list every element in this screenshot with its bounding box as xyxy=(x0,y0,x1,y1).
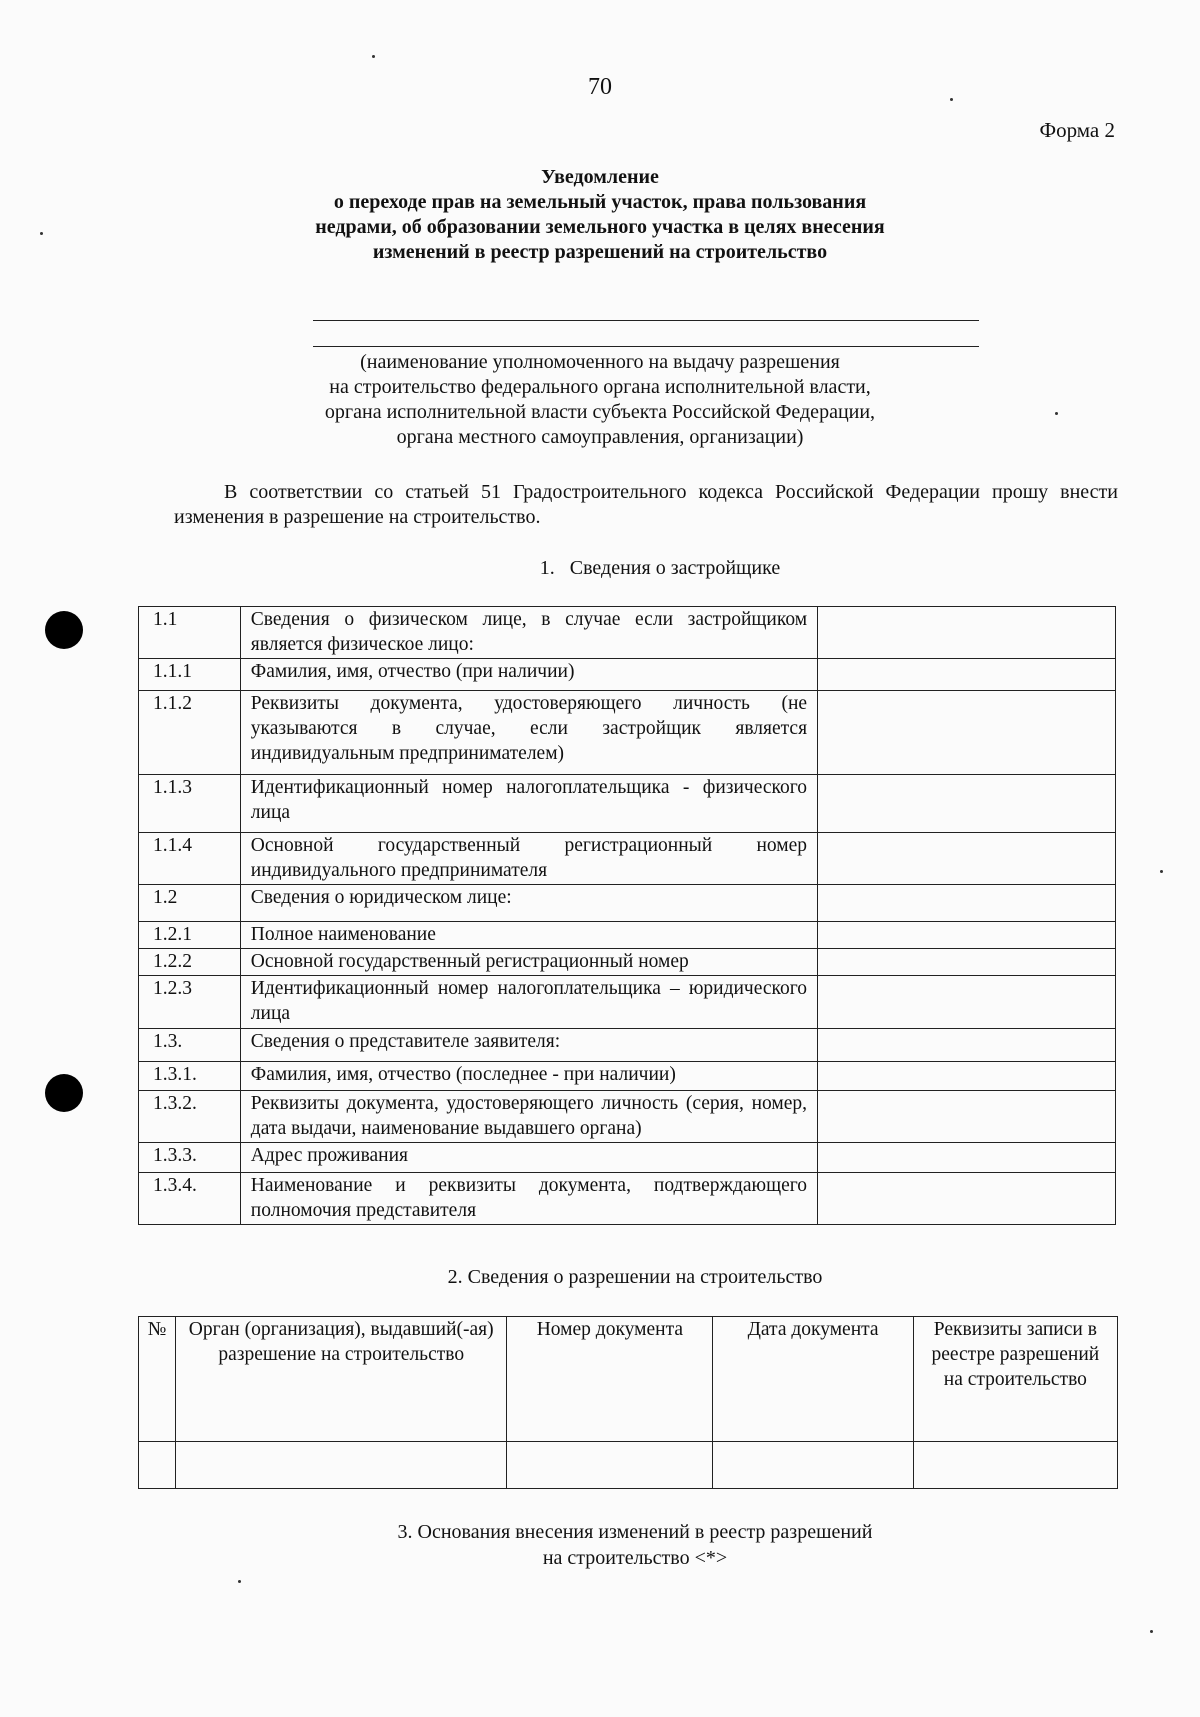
issuer-caption-line-1: (наименование уполномоченного на выдачу разрешения xyxy=(360,351,840,373)
scan-speck xyxy=(372,55,375,58)
row-number: 1.1.2 xyxy=(139,691,241,775)
permit-info-table xyxy=(138,1316,1118,1489)
row-value-cell[interactable] xyxy=(818,659,1116,691)
row-number: 1.3.4. xyxy=(139,1173,241,1225)
issuer-caption-line-2: на строительство федерального органа исполнительной власти, xyxy=(329,376,871,398)
table-row xyxy=(139,1173,1116,1225)
row-value-cell[interactable] xyxy=(818,775,1116,833)
section-2-heading: 2. Сведения о разрешении на строительство xyxy=(447,1266,823,1288)
row-label: Сведения о физическом лице, в случае если застройщиком является физическое лицо: xyxy=(240,607,817,659)
row-number: 1.3.3. xyxy=(139,1143,241,1173)
scan-speck xyxy=(238,1580,241,1583)
section-3-heading-line-2: на строительство <*> xyxy=(542,1547,728,1569)
row-number: 1.1 xyxy=(139,607,241,659)
row-label: Наименование и реквизиты документа, подтверждающего полномочия представителя xyxy=(240,1173,817,1225)
table-row xyxy=(139,949,1116,976)
scan-speck xyxy=(950,98,953,101)
scan-speck xyxy=(1055,412,1058,415)
row-label: Реквизиты документа, удостоверяющего личность (серия, номер, дата выдачи, наименование выдавшего органа) xyxy=(240,1091,817,1143)
row-number: 1.3.1. xyxy=(139,1062,241,1091)
title-line-3: недрами, об образовании земельного участка в целях внесения xyxy=(315,216,885,238)
table-row xyxy=(139,1091,1116,1143)
empty-cell[interactable] xyxy=(507,1442,713,1489)
table-row xyxy=(139,1062,1116,1091)
table-row xyxy=(139,885,1116,922)
empty-cell[interactable] xyxy=(913,1442,1117,1489)
row-label: Полное наименование xyxy=(240,922,817,949)
intro-paragraph: В соответствии со статьей 51 Градостроительного кодекса Российской Федерации прошу внести изменения в разрешение на строительство. xyxy=(174,481,1118,528)
row-value-cell[interactable] xyxy=(818,1173,1116,1225)
row-number: 1.2.3 xyxy=(139,976,241,1029)
row-value-cell[interactable] xyxy=(818,885,1116,922)
form-label: Форма 2 xyxy=(1039,118,1115,142)
row-value-cell[interactable] xyxy=(818,1029,1116,1062)
row-value-cell[interactable] xyxy=(818,922,1116,949)
issuer-caption xyxy=(0,350,1200,450)
table-row xyxy=(139,1029,1116,1062)
scan-speck xyxy=(1150,1630,1153,1633)
row-number: 1.1.4 xyxy=(139,833,241,885)
row-value-cell[interactable] xyxy=(818,607,1116,659)
empty-cell[interactable] xyxy=(176,1442,507,1489)
row-number: 1.2.2 xyxy=(139,949,241,976)
header-cell-doc-date: Дата документа xyxy=(713,1317,913,1442)
empty-cell[interactable] xyxy=(139,1442,176,1489)
row-value-cell[interactable] xyxy=(818,1143,1116,1173)
row-label: Основной государственный регистрационный номер индивидуального предпринимателя xyxy=(240,833,817,885)
row-label: Адрес проживания xyxy=(240,1143,817,1173)
row-label: Сведения о представителе заявителя: xyxy=(240,1029,817,1062)
table-row xyxy=(139,775,1116,833)
section-3-heading-line-1: 3. Основания внесения изменений в реестр разрешений xyxy=(397,1521,873,1543)
title-line-1: Уведомление xyxy=(541,166,659,188)
scan-speck xyxy=(40,232,43,235)
scan-speck xyxy=(1160,870,1163,873)
row-number: 1.3. xyxy=(139,1029,241,1062)
table-row xyxy=(139,607,1116,659)
header-cell-issuer: Орган (организация), выдавший(-ая) разрешение на строительство xyxy=(176,1317,507,1442)
row-number: 1.2 xyxy=(139,885,241,922)
row-label: Основной государственный регистрационный номер xyxy=(240,949,817,976)
header-cell-registry-record: Реквизиты записи в реестре разрешений на строительство xyxy=(913,1317,1117,1442)
table-row xyxy=(139,691,1116,775)
page-number: 70 xyxy=(588,74,612,100)
table-row xyxy=(139,659,1116,691)
table-row xyxy=(139,1143,1116,1173)
row-number: 1.2.1 xyxy=(139,922,241,949)
issuer-blank-line-2 xyxy=(313,346,979,347)
header-cell-number: № xyxy=(139,1317,176,1442)
header-cell-doc-number: Номер документа xyxy=(507,1317,713,1442)
row-label: Идентификационный номер налогоплательщика – юридического лица xyxy=(240,976,817,1029)
empty-cell[interactable] xyxy=(713,1442,913,1489)
section-1-heading: 1. Сведения о застройщике xyxy=(539,557,781,579)
document-title xyxy=(0,165,1200,265)
table-row xyxy=(139,922,1116,949)
row-value-cell[interactable] xyxy=(818,976,1116,1029)
developer-info-table xyxy=(138,606,1116,1225)
row-number: 1.1.1 xyxy=(139,659,241,691)
row-value-cell[interactable] xyxy=(818,1091,1116,1143)
row-label: Фамилия, имя, отчество (последнее - при наличии) xyxy=(240,1062,817,1091)
table-row xyxy=(139,1442,1118,1489)
table-header-row xyxy=(139,1317,1118,1442)
row-value-cell[interactable] xyxy=(818,691,1116,775)
section-3-heading xyxy=(0,1519,1200,1571)
title-line-2: о переходе прав на земельный участок, права пользования xyxy=(333,191,867,213)
row-label: Идентификационный номер налогоплательщика - физического лица xyxy=(240,775,817,833)
punch-hole-bottom xyxy=(45,1074,83,1112)
issuer-blank-line-1 xyxy=(313,320,979,321)
title-line-4: изменений в реестр разрешений на строительство xyxy=(372,241,828,263)
issuer-caption-line-4: органа местного самоуправления, организации) xyxy=(396,426,804,448)
row-label: Реквизиты документа, удостоверяющего личность (не указываются в случае, если застройщик является индивидуальным предпринимателем) xyxy=(240,691,817,775)
row-number: 1.3.2. xyxy=(139,1091,241,1143)
table-row xyxy=(139,833,1116,885)
row-label: Фамилия, имя, отчество (при наличии) xyxy=(240,659,817,691)
row-label: Сведения о юридическом лице: xyxy=(240,885,817,922)
row-value-cell[interactable] xyxy=(818,1062,1116,1091)
punch-hole-top xyxy=(45,611,83,649)
issuer-caption-line-3: органа исполнительной власти субъекта Российской Федерации, xyxy=(324,401,876,423)
row-value-cell[interactable] xyxy=(818,833,1116,885)
table-row xyxy=(139,976,1116,1029)
row-value-cell[interactable] xyxy=(818,949,1116,976)
row-number: 1.1.3 xyxy=(139,775,241,833)
